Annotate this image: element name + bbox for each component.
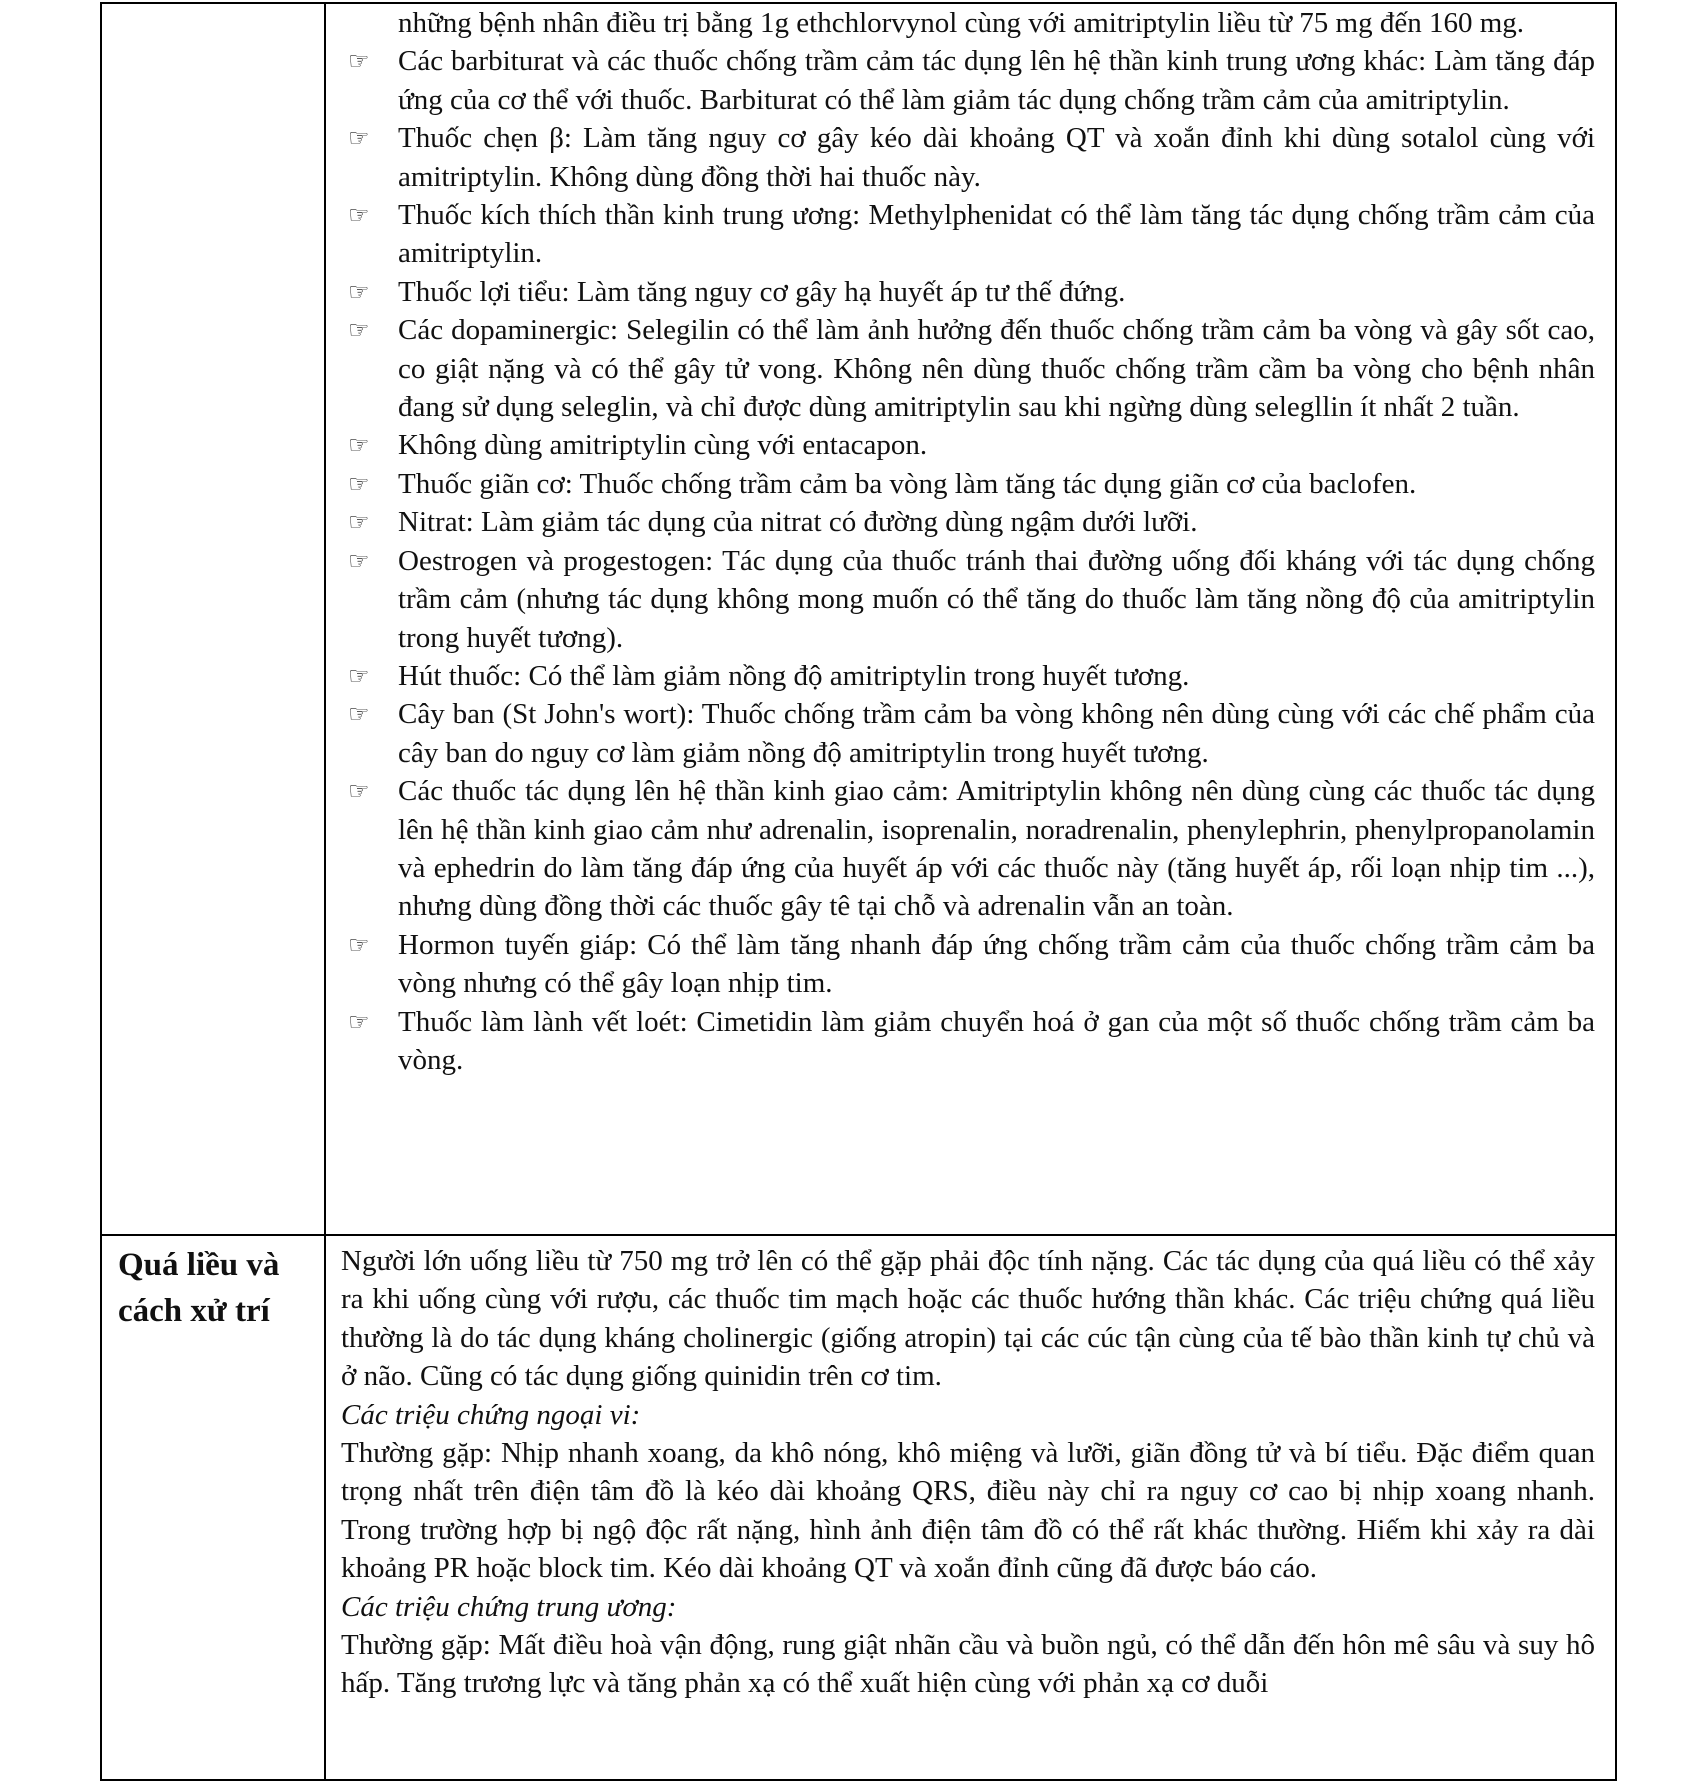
interaction-item-text: Cây ban (St John's wort): Thuốc chống trầm cảm ba vòng không nên dùng cùng với các chế phẩm của cây ban do nguy cơ làm giảm nồng độ amitriptylin trong huyết tương. [398,698,1595,769]
overdose-intro: Người lớn uống liều từ 750 mg trở lên có thể gặp phải độc tính nặng. Các tác dụng của quá liều có thể xảy ra khi uống cùng với rượu, các thuốc tim mạch hoặc các thuốc hướng thần khác. Các triệu chứng quá liều thường là do tác dụng kháng cholinergic (giống atropin) tại các cúc tận cùng của tế bào thần kinh tự chủ và ở não. Cũng có tác dụng giống quinidin trên cơ tim. [341,1245,1595,1393]
hand-pointing-right-icon: ☞ [348,546,370,575]
interaction-item-text: Các barbiturat và các thuốc chống trầm cảm tác dụng lên hệ thần kinh trung ương khác: Làm tăng đáp ứng của cơ thể với thuốc. Barbiturat có thể làm giảm tác dụng chống trầm cảm của amitriptylin. [398,45,1595,116]
hand-pointing-right-icon: ☞ [348,47,370,76]
interaction-item [326,657,1595,695]
interaction-item [326,119,1595,196]
interaction-item-text: Thuốc giãn cơ: Thuốc chống trầm cảm ba vòng làm tăng tác dụng giãn cơ của baclofen. [398,467,1417,500]
interaction-item [326,926,1595,1003]
hand-pointing-right-icon: ☞ [348,1007,370,1036]
interactions-row [101,3,1616,1235]
interaction-item-text: Thuốc chẹn β: Làm tăng nguy cơ gây kéo dài khoảng QT và xoắn đỉnh khi dùng sotalol cùng với amitriptylin. Không dùng đồng thời hai thuốc này. [398,122,1595,193]
peripheral-text: Thường gặp: Nhịp nhanh xoang, da khô nóng, khô miệng và lưỡi, giãn đồng tử và bí tiểu. Đặc điểm quan trọng nhất trên điện tâm đồ là kéo dài khoảng QRS, điều này chỉ ra nguy cơ cao bị nhịp xoang nhanh. Trong trường hợp bị ngộ độc rất nặng, hình ảnh điện tâm đồ có thể rất khác thường. Hiếm khi xảy ra dài khoảng PR hoặc block tim. Kéo dài khoảng QT và xoắn đỉnh cũng đã được báo cáo. [341,1437,1595,1585]
interactions-heading-cell [101,3,325,1235]
hand-pointing-right-icon: ☞ [348,277,370,306]
hand-pointing-right-icon: ☞ [348,201,370,230]
interaction-item [326,311,1595,426]
interaction-item [326,1003,1595,1080]
hand-pointing-right-icon: ☞ [348,508,370,537]
interaction-item-text: Nitrat: Làm giảm tác dụng của nitrat có đường dùng ngậm dưới lưỡi. [398,506,1198,539]
hand-pointing-right-icon: ☞ [348,777,370,806]
interaction-item-text: Các dopaminergic: Selegilin có thể làm ảnh hưởng đến thuốc chống trầm cảm ba vòng và gây sốt cao, co giật nặng và có thể gây tử vong. Không nên dùng thuốc chống trầm cầm ba vòng cho bệnh nhân đang sử dụng seleglin, và chỉ được dùng amitriptylin sau khi ngừng dùng selegllin ít nhất 2 tuần. [398,314,1595,424]
overdose-content-cell [325,1235,1616,1780]
interaction-item [326,465,1595,503]
central-heading: Các triệu chứng trung ương: [341,1590,677,1623]
interactions-content-cell [325,3,1616,1235]
interaction-item [326,695,1595,772]
overdose-row [101,1235,1616,1780]
hand-pointing-right-icon: ☞ [348,124,370,153]
interaction-item-text: Hút thuốc: Có thể làm giảm nồng độ amitriptylin trong huyết tương. [398,659,1190,692]
interaction-list [326,42,1595,1079]
continuation-text: những bệnh nhân điều trị bằng 1g ethchlorvynol cùng với amitriptylin liều từ 75 mg đến 160 mg. [398,7,1525,39]
interaction-item [326,772,1595,926]
interaction-item [326,196,1595,273]
interaction-item-text: Thuốc kích thích thần kinh trung ương: Methylphenidat có thể làm tăng tác dụng chống trầm cảm của amitriptylin. [398,199,1595,270]
hand-pointing-right-icon: ☞ [348,700,370,729]
interaction-item-text: Thuốc làm lành vết loét: Cimetidin làm giảm chuyển hoá ở gan của một số thuốc chống trầm cảm ba vòng. [398,1005,1595,1076]
interaction-item-text: Hormon tuyến giáp: Có thể làm tăng nhanh đáp ứng chống trầm cảm của thuốc chống trầm cảm ba vòng nhưng có thể gây loạn nhịp tim. [398,928,1595,1000]
interaction-item [326,503,1595,541]
interaction-item [326,42,1595,119]
hand-pointing-right-icon: ☞ [348,930,370,959]
overdose-heading-cell [101,1235,325,1780]
hand-pointing-right-icon: ☞ [348,661,370,690]
peripheral-heading: Các triệu chứng ngoại vi: [341,1398,641,1431]
interaction-item [326,273,1595,311]
monograph-table [100,2,1617,1781]
interaction-item-text: Các thuốc tác dụng lên hệ thần kinh giao cảm: Amitriptylin không nên dùng cùng các thuốc tác dụng lên hệ thần kinh giao cảm như adrenalin, isoprenalin, noradrenalin, phenylephrin, phenylpropanolamin và ephedrin do làm tăng đáp ứng của huyết áp với các thuốc này (tăng huyết áp, rối loạn nhịp tim ...), nhưng dùng đồng thời các thuốc gây tê tại chỗ và adrenalin vẫn an toàn. [398,775,1595,923]
hand-pointing-right-icon: ☞ [348,431,370,460]
interaction-item-text: Thuốc lợi tiểu: Làm tăng nguy cơ gây hạ huyết áp tư thế đứng. [398,275,1126,308]
central-text: Thường gặp: Mất điều hoà vận động, rung giật nhãn cầu và buồn ngủ, có thể dẫn đến hôn mê sâu và suy hô hấp. Tăng trương lực và tăng phản xạ có thể xuất hiện cùng với phản xạ cơ duỗi [341,1629,1595,1700]
overdose-heading: Quá liều và cách xử trí [118,1247,280,1329]
interaction-item-text: Oestrogen và progestogen: Tác dụng của thuốc tránh thai đường uống đối kháng với tác dụng chống trầm cảm (nhưng tác dụng không mong muốn có thể tăng do thuốc làm tăng nồng độ của amitriptylin trong huyết tương). [398,544,1595,654]
hand-pointing-right-icon: ☞ [348,316,370,345]
interaction-item [326,426,1595,464]
interaction-item [326,542,1595,657]
hand-pointing-right-icon: ☞ [348,469,370,498]
interaction-item-text: Không dùng amitriptylin cùng với entacapon. [398,429,928,462]
